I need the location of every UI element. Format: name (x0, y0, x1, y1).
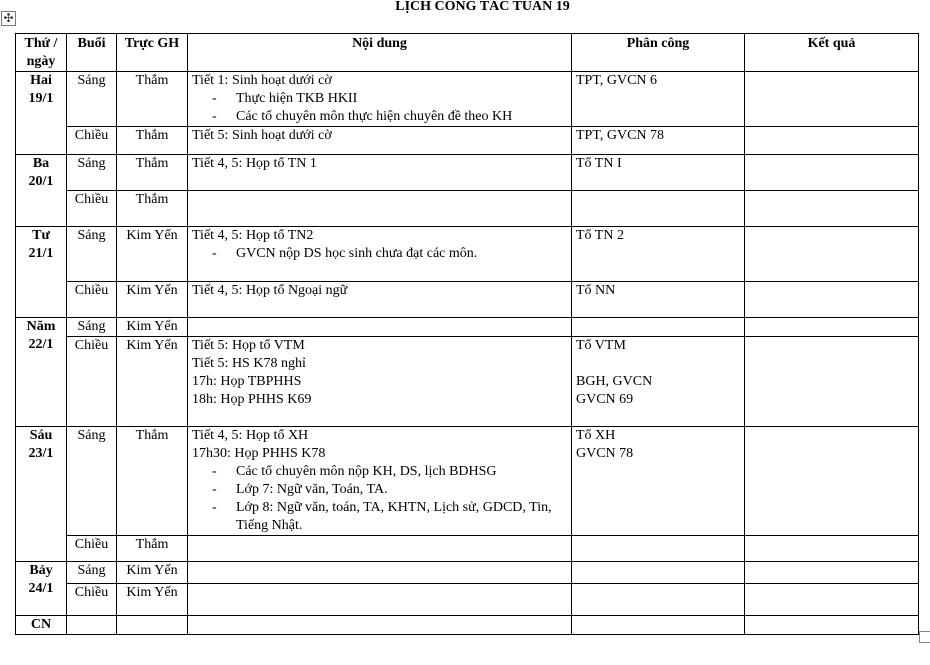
content-cell (188, 191, 572, 227)
session-cell: Sáng (67, 562, 117, 584)
day-name: Năm (26, 319, 56, 334)
day-date: 22/1 (28, 337, 54, 352)
content-cell (188, 562, 572, 584)
assignment-cell: TPT, GVCN 78 (572, 127, 745, 155)
day-cell (16, 72, 67, 155)
duty-cell: Thắm (117, 72, 188, 127)
day-cell (16, 562, 67, 616)
table-row (16, 127, 919, 155)
result-cell[interactable] (745, 427, 919, 536)
resize-handle-icon[interactable] (919, 631, 930, 643)
table-row (16, 72, 919, 127)
day-date: 23/1 (28, 446, 54, 461)
day-date: 21/1 (28, 246, 54, 261)
day-name: Hai (30, 73, 52, 88)
table-row (16, 616, 919, 635)
header-content: Nội dung (188, 34, 572, 72)
content-cell: Tiết 4, 5: Họp tổ TN2 - GVCN nộp DS học sinh chưa đạt các môn. (188, 227, 572, 282)
header-day: Thứ / ngày (16, 34, 67, 72)
session-cell: Sáng (67, 155, 117, 191)
session-cell (67, 616, 117, 635)
table-row (16, 191, 919, 227)
result-cell[interactable] (745, 616, 919, 635)
duty-cell: Kim Yến (117, 584, 188, 616)
session-cell: Sáng (67, 72, 117, 127)
content-cell: Tiết 5: Sinh hoạt dưới cờ (188, 127, 572, 155)
assignment-cell: Tổ TN 2 (572, 227, 745, 282)
result-cell[interactable] (745, 536, 919, 562)
table-row (16, 584, 919, 616)
assignment-cell: Tổ TN I (572, 155, 745, 191)
table-row (16, 155, 919, 191)
day-cell (16, 155, 67, 227)
page-title: LỊCH CÔNG TÁC TUẦN 19 (395, 0, 570, 14)
result-cell[interactable] (745, 72, 919, 127)
content-cell: Tiết 5: Họp tổ VTM Tiết 5: HS K78 nghỉ 17h: Họp TBPHHS 18h: Họp PHHS K69 (188, 337, 572, 427)
table-row (16, 562, 919, 584)
session-cell: Chiều (67, 191, 117, 227)
content-cell (188, 616, 572, 635)
day-cell (16, 427, 67, 562)
assignment-cell: Tổ XH GVCN 78 (572, 427, 745, 536)
result-cell[interactable] (745, 562, 919, 584)
header-session: Buổi (67, 34, 117, 72)
content-cell (188, 318, 572, 337)
day-date: 19/1 (28, 91, 54, 106)
header-row (16, 34, 919, 72)
result-cell[interactable] (745, 318, 919, 337)
content-cell: Tiết 4, 5: Họp tổ XH 17h30: Họp PHHS K78 - Các tổ chuyên môn nộp KH, DS, lịch BDHSG - Lớp 7: Ngữ văn, Toán, TA. - Lớp 8: Ngữ văn, toán, TA, KHTN, Lịch sử, GDCD, Tin, Tiếng Nhật. (188, 427, 572, 536)
header-duty: Trực GH (117, 34, 188, 72)
assignment-cell: Tổ VTM BGH, GVCN GVCN 69 (572, 337, 745, 427)
result-cell[interactable] (745, 127, 919, 155)
duty-cell: Thắm (117, 191, 188, 227)
table-row (16, 427, 919, 536)
session-cell: Chiều (67, 337, 117, 427)
session-cell: Sáng (67, 318, 117, 337)
duty-cell: Kim Yến (117, 337, 188, 427)
day-cell (16, 227, 67, 318)
day-name: Sáu (29, 428, 53, 443)
session-cell: Chiều (67, 282, 117, 318)
day-name: Bảy (29, 563, 53, 578)
result-cell[interactable] (745, 584, 919, 616)
duty-cell: Thắm (117, 536, 188, 562)
content-cell: Tiết 4, 5: Họp tổ Ngoại ngữ (188, 282, 572, 318)
session-cell: Chiều (67, 127, 117, 155)
assignment-cell: Tổ NN (572, 282, 745, 318)
session-cell: Sáng (67, 427, 117, 536)
table-row (16, 282, 919, 318)
duty-cell: Kim Yến (117, 282, 188, 318)
duty-cell: Thắm (117, 127, 188, 155)
header-assignment: Phân công (572, 34, 745, 72)
assignment-cell (572, 562, 745, 584)
day-cell (16, 318, 67, 427)
day-cell (16, 616, 67, 635)
result-cell[interactable] (745, 227, 919, 282)
assignment-cell (572, 616, 745, 635)
assignment-cell (572, 191, 745, 227)
session-cell: Sáng (67, 227, 117, 282)
duty-cell: Kim Yến (117, 562, 188, 584)
duty-cell: Thắm (117, 427, 188, 536)
day-date: 20/1 (28, 174, 54, 189)
session-cell: Chiều (67, 584, 117, 616)
content-cell: Tiết 4, 5: Họp tổ TN 1 (188, 155, 572, 191)
header-result: Kết quả (745, 34, 919, 72)
schedule-table (15, 33, 919, 635)
assignment-cell (572, 536, 745, 562)
table-row (16, 337, 919, 427)
content-cell (188, 536, 572, 562)
day-name: CN (30, 617, 52, 632)
move-handle-icon[interactable]: ✣ (1, 11, 16, 26)
table-row (16, 536, 919, 562)
day-name: Tư (32, 228, 50, 243)
day-name: Ba (32, 156, 50, 171)
duty-cell (117, 616, 188, 635)
content-cell (188, 584, 572, 616)
table-row (16, 227, 919, 282)
assignment-cell (572, 318, 745, 337)
session-cell: Chiều (67, 536, 117, 562)
assignment-cell: TPT, GVCN 6 (572, 72, 745, 127)
assignment-cell (572, 584, 745, 616)
duty-cell: Kim Yến (117, 318, 188, 337)
result-cell[interactable] (745, 337, 919, 427)
content-cell: Tiết 1: Sinh hoạt dưới cờ - Thực hiện TKB HKII - Các tổ chuyên môn thực hiện chuyên đề theo KH (188, 72, 572, 127)
result-cell[interactable] (745, 282, 919, 318)
duty-cell: Kim Yến (117, 227, 188, 282)
result-cell[interactable] (745, 191, 919, 227)
duty-cell: Thắm (117, 155, 188, 191)
result-cell[interactable] (745, 155, 919, 191)
day-date: 24/1 (28, 581, 54, 596)
table-row (16, 318, 919, 337)
